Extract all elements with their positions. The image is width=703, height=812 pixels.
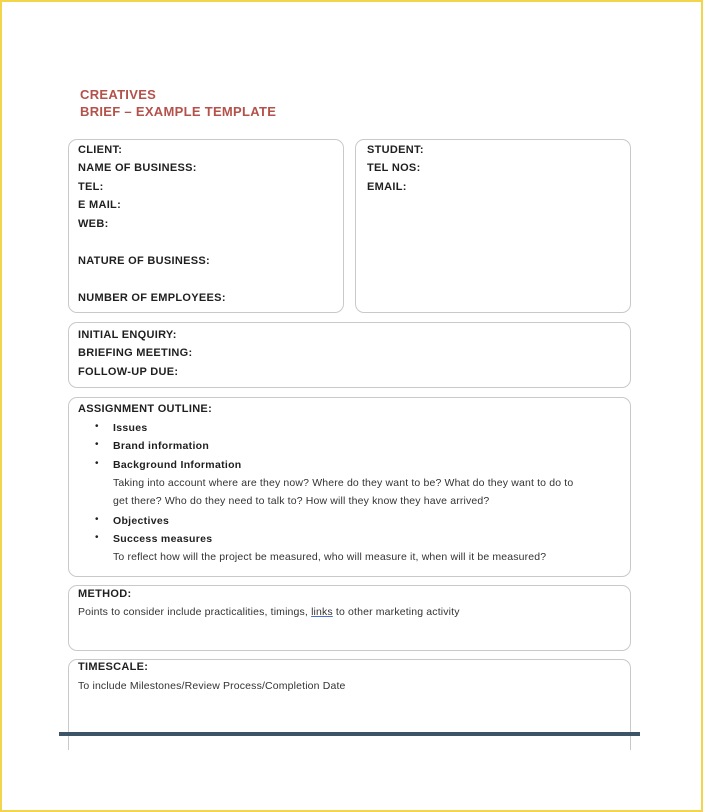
tel-label: TEL: — [78, 181, 104, 193]
method-text — [78, 606, 460, 618]
bullet-issues: • — [95, 421, 99, 432]
bullet-brand-information: • — [95, 439, 99, 450]
student-label: STUDENT: — [367, 144, 424, 156]
title-line-1: CREATIVES — [80, 87, 157, 102]
success-measures-description: To reflect how will the project be measured, who will measure it, when will it be measured? — [113, 551, 547, 563]
document-title — [80, 86, 276, 120]
briefing-meeting-label: BRIEFING MEETING: — [78, 347, 193, 359]
bottom-divider — [59, 732, 640, 736]
bullet-background-information: • — [95, 458, 99, 469]
number-of-employees-label: NUMBER OF EMPLOYEES: — [78, 292, 226, 304]
background-description-line-2: get there? Who do they need to talk to? How will they know they have arrived? — [113, 495, 490, 507]
method-text-before: Points to consider include practicalities, timings, — [78, 606, 312, 618]
follow-up-due-label: FOLLOW-UP DUE: — [78, 366, 179, 378]
item-background-information: Background Information — [113, 459, 242, 471]
timescale-heading: TIMESCALE: — [78, 661, 149, 673]
bullet-success-measures: • — [95, 532, 99, 543]
name-of-business-label: NAME OF BUSINESS: — [78, 162, 197, 174]
initial-enquiry-label: INITIAL ENQUIRY: — [78, 329, 177, 341]
background-description-line-1: Taking into account where are they now? Where do they want to be? What do they want to do to — [113, 477, 574, 489]
title-line-2: BRIEF – EXAMPLE TEMPLATE — [80, 104, 277, 119]
item-brand-information: Brand information — [113, 440, 210, 452]
item-issues: Issues — [113, 422, 148, 434]
timescale-text: To include Milestones/Review Process/Completion Date — [78, 680, 346, 692]
method-box — [68, 585, 631, 651]
student-email-label: EMAIL: — [367, 181, 407, 193]
email-label: E MAIL: — [78, 199, 122, 211]
client-label: CLIENT: — [78, 144, 123, 156]
nature-of-business-label: NATURE OF BUSINESS: — [78, 255, 211, 267]
method-heading: METHOD: — [78, 588, 132, 600]
method-text-after: to other marketing activity — [332, 606, 460, 618]
tel-nos-label: TEL NOS: — [367, 162, 421, 174]
assignment-outline-heading: ASSIGNMENT OUTLINE: — [78, 403, 213, 415]
bullet-objectives: • — [95, 514, 99, 525]
web-label: WEB: — [78, 218, 109, 230]
links-text: links — [311, 606, 333, 618]
item-success-measures: Success measures — [113, 533, 213, 545]
item-objectives: Objectives — [113, 515, 170, 527]
timescale-box — [68, 659, 631, 750]
